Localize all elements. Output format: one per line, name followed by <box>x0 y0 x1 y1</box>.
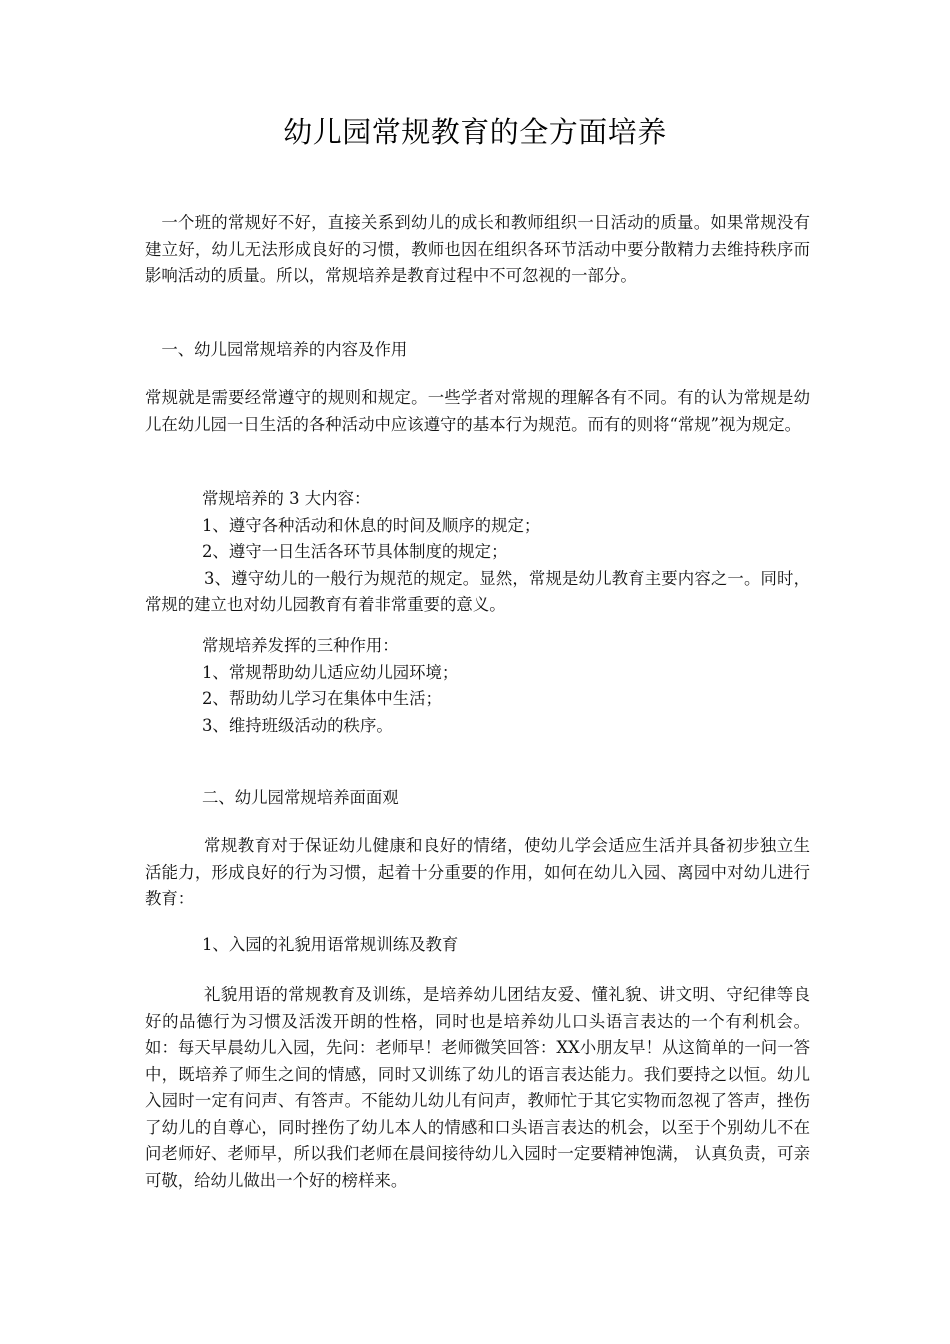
intro-paragraph: 一个班的常规好不好，直接关系到幼儿的成长和教师组织一日活动的质量。如果常规没有建立好，幼儿无法形成良好的习惯，教师也因在组织各环节活动中要分散精力去维持秩序而影响活动的质量。所以，常规培养是教育过程中不可忽视的一部分。 <box>145 213 810 285</box>
contents-label: 常规培养的 3 大内容： <box>202 489 371 508</box>
section1-paragraph: 常规就是需要经常遵守的规则和规定。一些学者对常规的理解各有不同。有的认为常规是幼儿在幼儿园一日生活的各种活动中应该遵守的基本行为规范。而有的则将“常规”视为规定。 <box>145 388 810 434</box>
contents-list <box>145 486 810 619</box>
roles-label: 常规培养发挥的三种作用： <box>202 636 399 655</box>
contents-item-2: 2、遵守一日生活各环节具体制度的规定； <box>202 542 508 561</box>
document-title: 幼儿园常规教育的全方面培养 <box>283 115 667 149</box>
contents-item-3: 3、遵守幼儿的一般行为规范的规定。显然，常规是幼儿教育主要内容之一。同时，常规的建立也对幼儿园教育有着非常重要的意义。 <box>145 568 810 614</box>
roles-item-3: 3、维持班级活动的秩序。 <box>202 715 393 735</box>
roles-item-2: 2、帮助幼儿学习在集体中生活； <box>202 689 442 708</box>
subsection1-heading: 1、入园的礼貌用语常规训练及教育 <box>202 935 459 954</box>
contents-item-1: 1、遵守各种活动和休息的时间及顺序的规定； <box>202 515 541 535</box>
roles-list <box>145 633 810 739</box>
section2-heading: 二、幼儿园常规培养面面观 <box>202 788 399 807</box>
subsection1-paragraph: 礼貌用语的常规教育及训练，是培养幼儿团结友爱、懂礼貌、讲文明、守纪律等良好的品德行为习惯及活泼开朗的性格，同时也是培养幼儿口头语言表达的一个有利机会。如：每天早晨幼儿入园，先问：老师早！老师微笑回答：XX小朋友早！从这简单的一问一答中，既培养了师生之间的情感，同时又训练了幼儿的语言表达能力。我们要持之以恒。幼儿入园时一定有问声、有答声。不能幼儿幼儿有问声，教师忙于其它实物而忽视了答声，挫伤了幼儿的自尊心，同时挫伤了幼儿本人的情感和口头语言表达的机会，以至于个别幼儿不在问老师好、老师早，所以我们老师在晨间接待幼儿入园时一定要精神饱满， 认真负责，可亲可敬，给幼儿做出一个好的榜样来。 <box>145 985 810 1190</box>
section1-heading: 一、幼儿园常规培养的内容及作用 <box>161 340 408 359</box>
roles-item-1: 1、常规帮助幼儿适应幼儿园环境； <box>202 662 459 682</box>
section2-paragraph: 常规教育对于保证幼儿健康和良好的情绪，使幼儿学会适应生活并具备初步独立生活能力，形成良好的行为习惯，起着十分重要的作用，如何在幼儿入园、离园中对幼儿进行教育： <box>145 836 810 908</box>
